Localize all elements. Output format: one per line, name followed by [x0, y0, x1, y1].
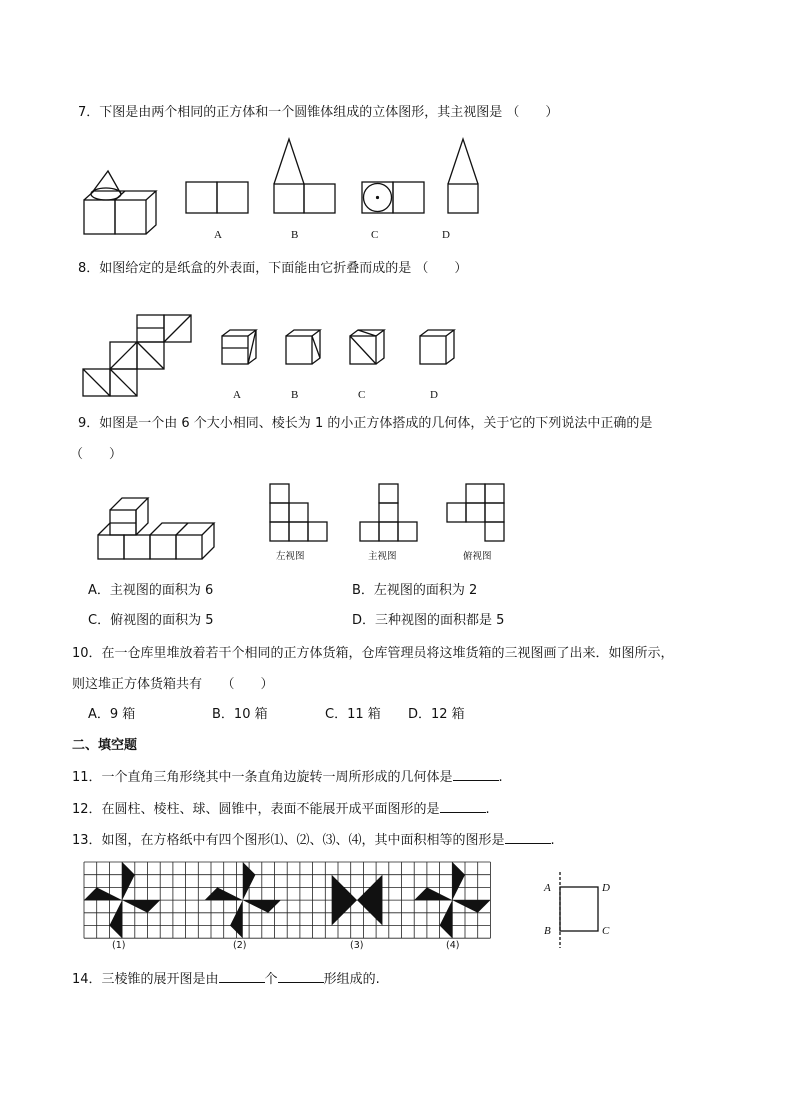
q9-question: 9．如图是一个由 6 个大小相同、棱长为 1 的小正方体搭成的几何体，关于它的下列说法中正确的是 [78, 416, 653, 431]
q7-option-a-figure [185, 181, 250, 216]
q12-question [72, 800, 490, 819]
q14-question [72, 970, 380, 989]
q13-square-figure [540, 870, 625, 950]
q12-blank[interactable] [440, 800, 486, 813]
q9-front-view-label: 主视图 [368, 551, 397, 562]
q13-figure-label-2: (2) [233, 940, 247, 951]
q7-solid-figure [80, 165, 165, 240]
pinwheel-1-blade-2 [122, 862, 135, 900]
q10-choice-d: D．12 箱 [408, 707, 465, 722]
q14-text-b: 个 [264, 972, 278, 987]
q12-text: 12．在圆柱、棱柱、球、圆锥中，表面不能展开成平面图形的是 [72, 802, 440, 817]
q10-choice-a: A．9 箱 [88, 707, 136, 722]
q7-option-a-label: A [214, 229, 222, 241]
q8-option-b-label: B [291, 389, 299, 401]
q8-option-a-figure [220, 328, 260, 368]
q10-question-line1: 10．在一仓库里堆放着若干个相同的正方体货箱，仓库管理员将这堆货箱的三视图画了出来．如图所示， [72, 646, 674, 661]
q14-text-c: 形组成的. [323, 972, 380, 987]
q8-net-figure [80, 312, 195, 402]
q11-question [72, 768, 503, 787]
q9-left-view [268, 482, 330, 544]
q11-text: 11．一个直角三角形绕其中一条直角边旋转一周所形成的几何体是 [72, 770, 453, 785]
q13-figure-label-1: (1) [112, 940, 126, 951]
pinwheel-1-blade-3 [122, 900, 160, 913]
q9-top-view [445, 482, 507, 544]
q13-label-d: D [602, 882, 610, 894]
q9-front-view [358, 482, 420, 544]
q10-choice-b: B．10 箱 [212, 707, 268, 722]
q13-label-c: C [602, 925, 610, 937]
q11-end: . [498, 770, 503, 785]
q8-option-b-figure [284, 328, 324, 368]
q13-label-a: A [544, 882, 551, 894]
q13-blank[interactable] [505, 831, 551, 844]
q8-option-d-figure [418, 328, 458, 368]
q13-grid-figure [83, 860, 493, 935]
q7-option-c-figure [361, 181, 426, 216]
q9-left-view-label: 左视图 [276, 551, 305, 562]
q7-option-d-label: D [442, 229, 450, 241]
q14-blank-2[interactable] [278, 970, 324, 983]
q9-choice-d: D．三种视图的面积都是 5 [352, 613, 505, 628]
q13-text: 13．如图，在方格纸中有四个图形⑴、⑵、⑶、⑷，其中面积相等的图形是 [72, 833, 505, 848]
pinwheel-3-blade-1 [332, 875, 357, 926]
pinwheel-4-blade-1 [414, 887, 452, 900]
section-heading: 二、填空题 [72, 738, 138, 753]
q9-choice-a: A．主视图的面积为 6 [88, 583, 214, 598]
q13-question [72, 831, 555, 850]
q8-option-a-label: A [233, 389, 241, 401]
pinwheel-4-blade-3 [452, 900, 490, 913]
q13-label-b: B [544, 925, 551, 937]
pinwheel-3-blade-2 [357, 875, 382, 926]
q7-option-c-label: C [371, 229, 379, 241]
q9-top-view-label: 俯视图 [463, 551, 492, 562]
q13-figure-label-3: (3) [350, 940, 364, 951]
q9-choice-b: B．左视图的面积为 2 [352, 583, 478, 598]
q9-answer-paren: （ ） [70, 447, 123, 462]
pinwheel-4-blade-2 [452, 862, 465, 900]
q7-question: 7．下图是由两个相同的正方体和一个圆锥体组成的立体图形，其主视图是 （ ） [78, 105, 559, 120]
q7-option-b-figure [272, 137, 338, 217]
q13-figure-label-4: (4) [446, 940, 460, 951]
q10-choice-c: C．11 箱 [325, 707, 381, 722]
q10-question-line2: 则这堆正方体货箱共有 （ ） [72, 677, 274, 692]
pinwheel-1-blade-4 [109, 900, 122, 938]
q8-option-d-label: D [430, 389, 438, 401]
q7-option-d-figure [445, 137, 485, 217]
q11-blank[interactable] [453, 768, 499, 781]
q8-option-c-figure [348, 328, 388, 368]
q8-question: 8．如图给定的是纸盒的外表面，下面能由它折叠而成的是 （ ） [78, 261, 468, 276]
q7-option-b-label: B [291, 229, 299, 241]
q9-choice-c: C．俯视图的面积为 5 [88, 613, 214, 628]
q9-solid-figure [95, 492, 245, 567]
q14-blank-1[interactable] [219, 970, 265, 983]
q14-text-a: 14．三棱锥的展开图是由 [72, 972, 219, 987]
q8-option-c-label: C [358, 389, 366, 401]
pinwheel-1-blade-1 [84, 887, 122, 900]
q12-end: . [485, 802, 490, 817]
pinwheel-4-blade-4 [440, 900, 453, 938]
q13-end: . [550, 833, 555, 848]
